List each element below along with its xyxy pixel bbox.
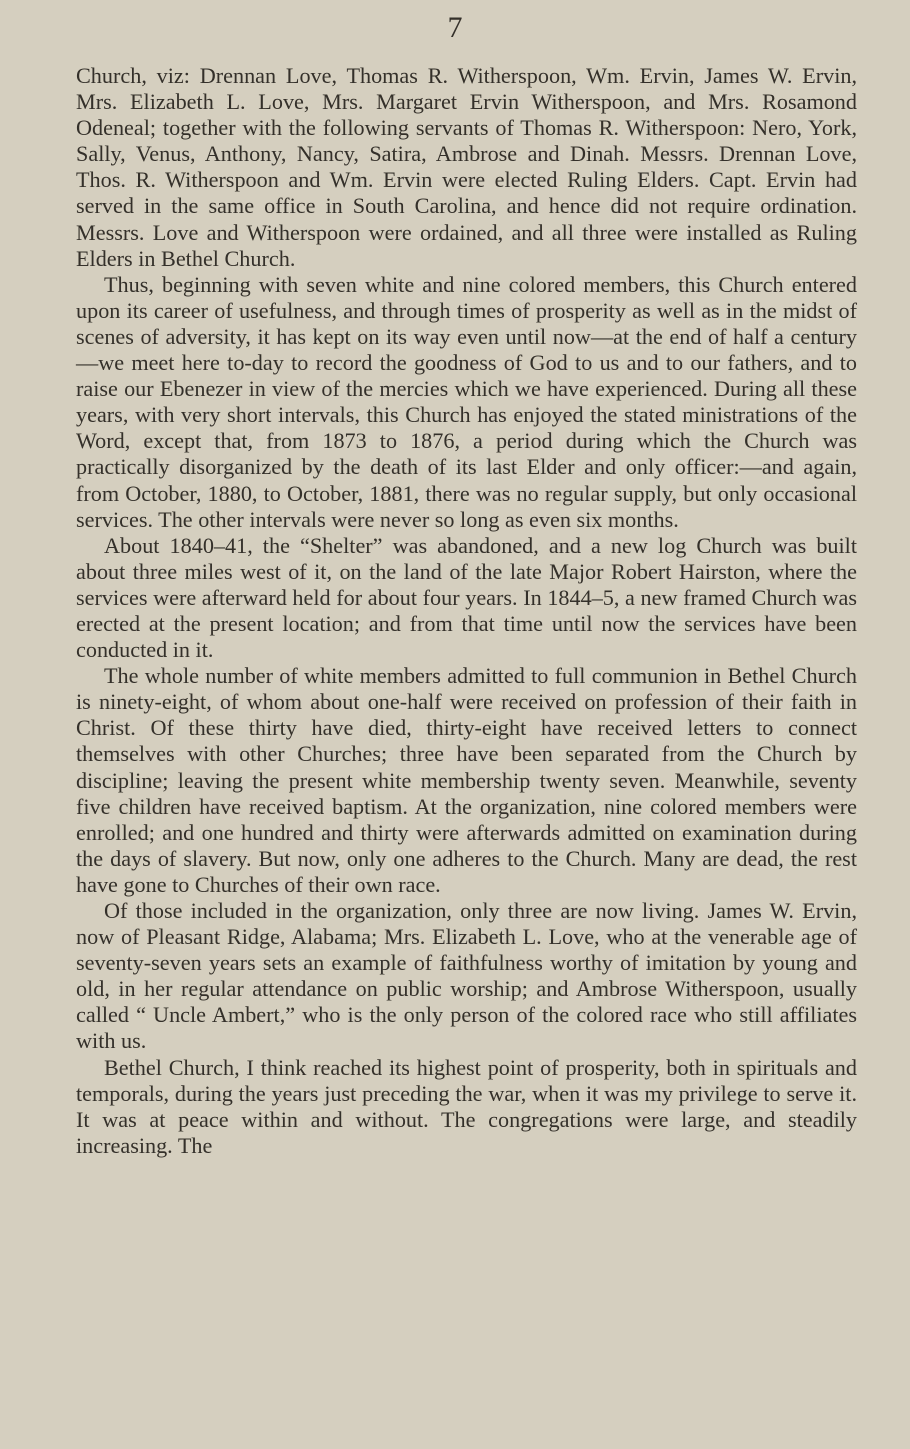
paragraph-church-members: Church, viz: Drennan Love, Thomas R. Witherspoon, Wm. Ervin, James W. Ervin, Mrs. Elizabeth L. Love, Mrs. Margaret Ervin Witherspoon, and Mrs. Rosamond Odeneal; together with the following servants of Thomas R. Witherspoon: Nero, York, Sally, Venus, Anthony, Nancy, Satira, Ambrose and Dinah. Messrs. Drennan Love, Thos. R. Witherspoon and Wm. Ervin were elected Ruling Elders. Capt. Ervin had served in the same office in South Carolina, and hence did not require ordination. Messrs. Love and Witherspoon were ordained, and all three were installed as Ruling Elders in Bethel Church. (76, 63, 857, 271)
paragraph-surviving-members: Of those included in the organization, only three are now living. James W. Ervin, now of Pleasant Ridge, Alabama; Mrs. Elizabeth L. Love, who at the venerable age of seventy-seven years sets an example of faithfulness worthy of imitation by young and old, in her regular attendance on public worship; and Ambrose Witherspoon, usually called “ Uncle Ambert,” who is the only person of the colored race who still affiliates with us. (76, 898, 857, 1054)
paragraph-church-buildings: About 1840–41, the “Shelter” was abandoned, and a new log Church was built about three miles west of it, on the land of the late Major Robert Hairston, where the services were afterward held for about four years. In 1844–5, a new framed Church was erected at the present location; and from that time until now the services have been conducted in it. (76, 532, 857, 663)
body-text (76, 63, 857, 1159)
paragraph-membership-count: The whole number of white members admitted to full communion in Bethel Church is ninety-eight, of whom about one-half were received on profession of their faith in Christ. Of these thirty have died, thirty-eight have received letters to connect themselves with other Churches; three have been separated from the Church by discipline; leaving the present white membership twenty seven. Meanwhile, seventy five children have received baptism. At the organization, nine colored members were enrolled; and one hundred and thirty were afterwards admitted on examination during the days of slavery. But now, only one adheres to the Church. Many are dead, the rest have gone to Churches of their own race. (76, 663, 857, 897)
page-number: 7 (447, 11, 463, 44)
paragraph-church-history: Thus, beginning with seven white and nine colored members, this Church entered upon its career of usefulness, and through times of prosperity as well as in the midst of scenes of adversity, it has kept on its way even until now—at the end of half a century—we meet here to-day to record the goodness of God to us and to our fathers, and to raise our Ebenezer in view of the mercies which we have experienced. During all these years, with very short intervals, this Church has enjoyed the stated ministrations of the Word, except that, from 1873 to 1876, a period during which the Church was practically disorganized by the death of its last Elder and only officer:—and again, from October, 1880, to October, 1881, there was no regular supply, but only occasional services. The other intervals were never so long as even six months. (76, 271, 857, 532)
paragraph-prosperity: Bethel Church, I think reached its highest point of prosperity, both in spirituals and temporals, during the years just preceding the war, when it was my privilege to serve it. It was at peace within and without. The congregations were large, and steadily increasing. The (76, 1054, 857, 1158)
